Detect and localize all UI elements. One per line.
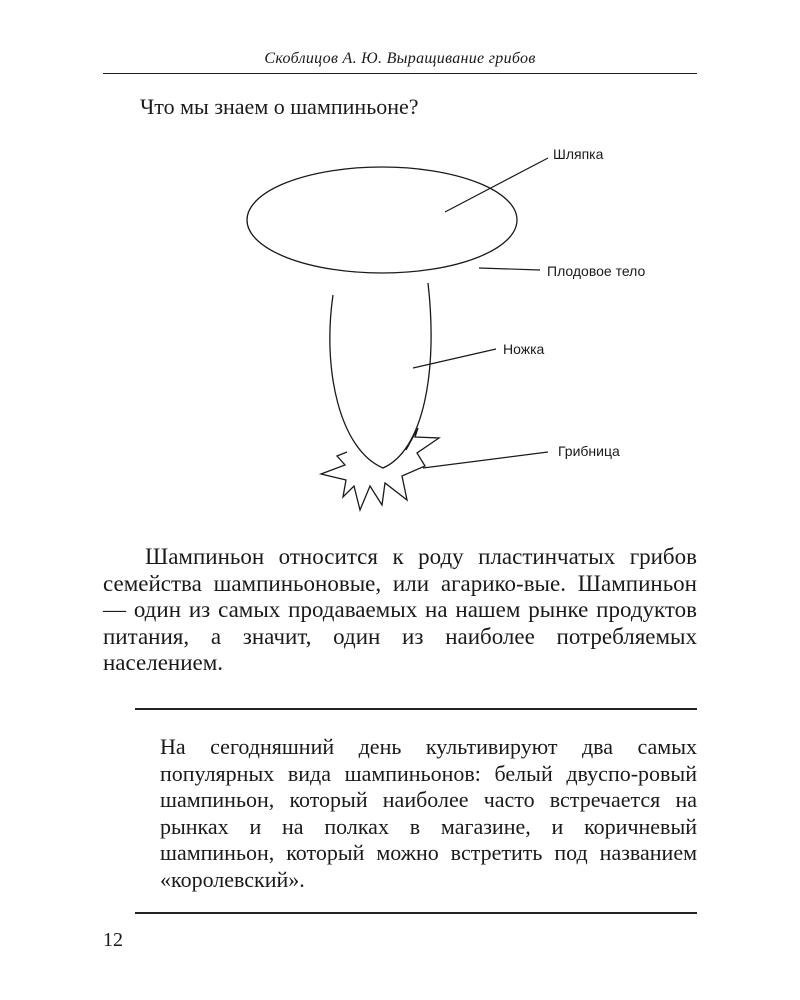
- fruit-body-leader-line: [479, 268, 540, 270]
- stem-leader-line: [413, 349, 496, 368]
- fruit-body-label: Плодовое тело: [547, 263, 646, 279]
- note-paragraph: На сегодняшний день культивируют два самых популярных вида шампиньонов: белый двуспо-ровый шампиньон, который наиболее часто встречается на рынках и на полках в магазине, и коричневый шампиньон, который можно встретить под названием «королевский».: [160, 734, 697, 892]
- cap-shape: [247, 167, 517, 273]
- mycelium-leader-line: [423, 452, 548, 468]
- page-number: 12: [103, 929, 123, 951]
- cap-label: Шляпка: [553, 146, 604, 162]
- section-title: Что мы знаем о шампиньоне?: [140, 94, 419, 119]
- mycelium-shape: [321, 428, 439, 510]
- running-head: Скоблицов А. Ю. Выращивание грибов: [264, 50, 536, 67]
- mycelium-label: Грибница: [558, 443, 620, 459]
- body-paragraph: Шампиньон относится к роду пластинчатых грибов семейства шампиньоновые, или агарико-вые. Шампиньон — один из самых продаваемых на нашем рынке продуктов питания, а значит, один из наиболее потребляемых населением.: [103, 544, 697, 675]
- note-top-rule: [135, 708, 697, 710]
- stem-label: Ножка: [503, 341, 545, 357]
- note-bottom-rule: [135, 912, 697, 914]
- stem-shape: [330, 283, 431, 468]
